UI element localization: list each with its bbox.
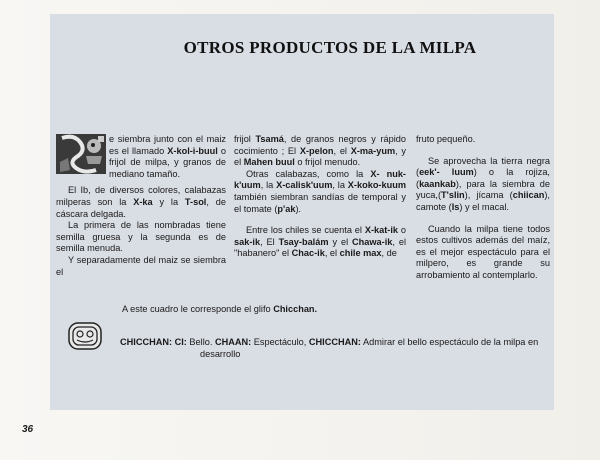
paragraph: Otras calabazas, como la X- nuk-k'uum, la X-calisk'uum, la X-koko-kuum también siembran sandías de temporal y el tomate (p'ak). — [234, 168, 406, 214]
paragraph: La primera de las nombradas tiene semilla gruesa y la segunda es de semilla menuda. — [56, 220, 226, 254]
paragraph: Cuando la milpa tiene todos estos cultivos además del maíz, es el mejor espectáculo para el milpero, es grande su arrobamiento al contemplarlo. — [416, 223, 550, 280]
glyph-definition: CHICCHAN: CI: Bello. CHAAN: Espectáculo, CHICCHAN: Admirar el bello espectáculo de la milpa en desarrollo — [120, 337, 539, 359]
page-title: OTROS PRODUCTOS DE LA MILPA — [183, 38, 477, 57]
paragraph: El Ib, de diversos colores, calabazas milperas son la X-ka y la T-sol, de cáscara delgada. — [56, 185, 226, 219]
paragraph: Y separadamente del maiz se siembra el — [56, 254, 226, 277]
page-number: 36 — [22, 424, 34, 435]
paragraph: fruto pequeño. — [416, 134, 476, 144]
paragraph: e siembra junto con el maiz es el llamado X-kol-i-buul o frijol de milpa, y granos de mediano tamaño. — [56, 134, 226, 180]
initial-s-illustration-icon — [56, 134, 106, 174]
paragraph: Se aprovecha la tierra negra (eek'- luum) o la rojiza, (kaankab), para la siembra de yuca,(T'slin), jícama (chiican), camote (Is) y el macal. — [416, 155, 550, 212]
paragraph: frijol Tsamá, de granos negros y rápido cocimiento ; El X-pelon, el X-ma-yum, y el Mahen buul o frijol menudo. — [234, 134, 407, 168]
text-column-3 — [416, 134, 550, 282]
paragraph: Entre los chiles se cuenta el X-kat-ik o sak-ik, El Tsay-balám y el Chawa-ik, el "habanero" el Chac-ik, el chile max, de — [234, 225, 407, 259]
chicchan-glyph-icon — [68, 322, 102, 350]
text-column-1 — [56, 134, 226, 278]
glyph-reference-text: A este cuadro le corresponde el glifo Chicchan. — [122, 304, 318, 314]
text-column-2 — [234, 134, 406, 260]
